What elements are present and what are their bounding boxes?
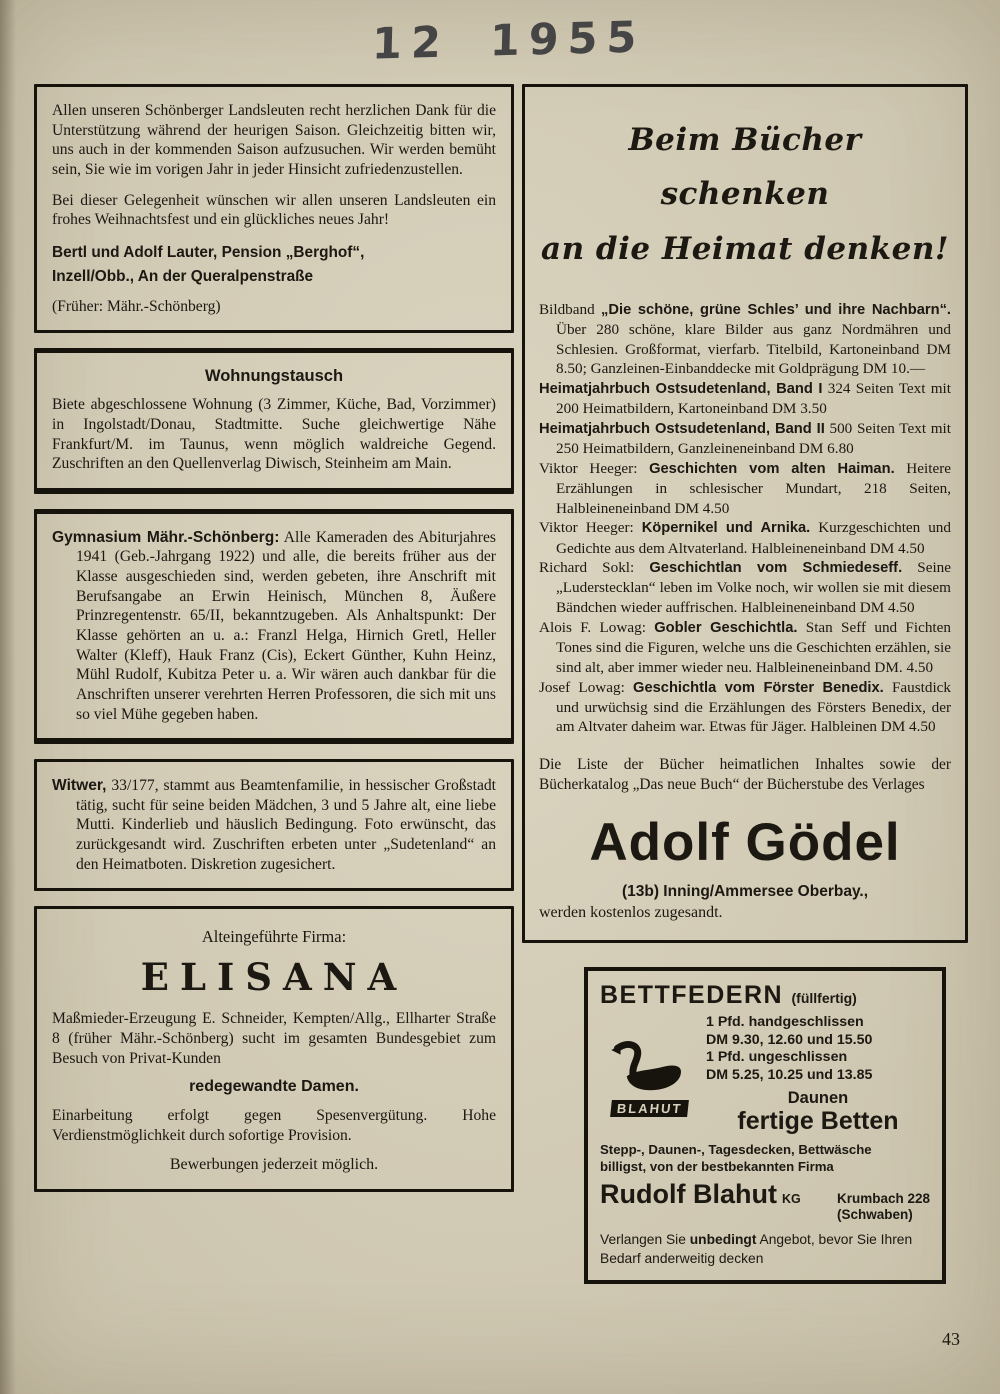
book-title: Heimatjahrbuch Ostsudetenland, Band I [539,381,823,398]
ad-buecher-goedel [522,84,968,943]
book-description: Über 280 schöne, klare Bilder aus ganz Nordmähren und Schlesien. Großformat, vierfarb. Titelbild, Kartoneinband DM 8.50; Ganzleinen-Einbanddecke mit Goldprägung DM 10.— [556,320,951,378]
witwer-text: 33/177, stammt aus Beamtenfamilie, in hessischer Großstadt tätig, sucht für seine beiden Mädchen, 3 und 5 Jahre alt, eine liebe Mutti. Kinderlieb und häuslich Bedingung. Foto erwünscht, das zurückgesandt wird. Zuschriften erbeten unter „Sudetenland“ an den Heimatboten. Diskretion zugesichert. [76,777,496,873]
wohnungstausch-body: Biete abgeschlossene Wohnung (3 Zimmer, Küche, Bad, Vorzimmer) in Ingolstadt/Donau, Stadtmitte. Suche gleichwertige Nähe Frankfurt/M. im Taunus, wenn möglich waldreiche Gegend. Zuschriften an den Quellenverlag Diwisch, Steinheim am Main. [52,396,496,473]
blahut-logo [600,1014,700,1134]
book-description: Faustdick und urwüchsig sind die Erzählungen des Försters Benedix, der am Altvater daheim war. Etwas für Jäger. Halbleinen DM 4.50 [556,678,952,736]
blahut-logo-label: BLAHUT [610,1100,689,1117]
price-line: DM 5.25, 10.25 und 13.85 [706,1067,873,1084]
elisana-body: Maßmieder-Erzeugung E. Schneider, Kempten/Allg., Ellharter Straße 8 (früher Mähr.-Schönberg) sucht im gesamten Bundesgebiet zum Besuch von Privat-Kunden [52,1010,496,1067]
wohnungstausch-title: Wohnungstausch [204,367,344,386]
book-title: Köpernikel und Arnika. [641,520,811,537]
date-stamp: 12 1955 [371,12,647,70]
book-title: „Die schöne, grüne Schles’ und ihre Nachbarn“. [601,301,951,318]
book-description: Heitere Erzählungen in schlesischer Mundart, 218 Seiten, Halbleineneinband DM 4.50 [556,459,951,517]
daunen-label: Daunen [787,1088,849,1107]
book-author: Bildband [539,300,602,318]
publisher-name: Adolf Gödel [589,812,901,872]
book-description: 324 Seiten Text mit 200 Heimatbildern, Kartoneinband DM 3.50 [556,380,951,418]
price-line: DM 9.30, 12.60 und 15.50 [706,1031,873,1048]
publisher-note: werden kostenlos zugesandt. [539,903,723,921]
assortment-line1: Stepp-, Daunen-, Tagesdecken, Bettwäsche [600,1142,872,1158]
pension-greeting-paragraph: Bei dieser Gelegenheit wünschen wir allen unseren Landsleuten ein frohes Weihnachtsfest und ein glückliches neues Jahr! [52,191,496,229]
elisana-footer: Bewerbungen jederzeit möglich. [169,1155,379,1173]
assortment-text [600,1141,930,1175]
elisana-highlight: redegewandte Damen. [189,1078,359,1096]
pension-signature-line2: Inzell/Obb., An der Queralpenstraße [52,267,314,285]
gymnasium-text: Alle Kameraden des Abiturjahres 1941 (Geb.-Jahrgang 1922) und alle, die bereits früher aus der Klasse ausgeschieden sind, werden gebeten, ihre Anschrift mit Berufsangabe an Erwin Heinisch, München 8, Äußere Prinzregentenstr. 65/II, bekanntzugeben. Als Anhaltspunkt: Der Klasse gehörten an u. a.: Franzl Helga, Hirnich Gretl, Heller Walter (Kleff), Hauk Franz (Cis), Eckert Günther, Kuhn Heinz, Mühl Rudolf, Kubitza Peter u. a. Wir wären auch dankbar für die Anschriften unserer verehrten Herren Professoren, die sich mit uns so viel Mühe gegeben haben. [76,528,496,723]
book-title: Gobler Geschichtla. [654,619,798,636]
book-title: Geschichten vom alten Haiman. [649,460,895,477]
ad-elisana [34,906,514,1191]
book-title: Heimatjahrbuch Ostsudetenland, Band II [539,420,825,437]
book-entry [539,558,951,618]
blahut-location [837,1191,930,1222]
bettfedern-prices [706,1014,930,1134]
book-author: Richard Sokl: [539,559,650,577]
blahut-location-line1: Krumbach 228 [836,1191,930,1207]
bettfedern-title-row [600,981,930,1010]
bettfedern-title-suffix: (füllfertig) [791,989,857,1006]
book-entry [539,518,951,558]
note-post: Angebot, bevor Sie Ihren Bedarf anderweitig decken [600,1232,913,1266]
publisher-address: (13b) Inning/Ammersee Oberbay., [621,882,869,900]
blahut-location-line2: (Schwaben) [836,1206,913,1222]
price-line: 1 Pfd. handgeschlissen [706,1013,864,1030]
pension-former-location: (Früher: Mähr.-Schönberg) [52,297,221,315]
ad-wohnungstausch [34,348,514,494]
book-description: Kurzgeschichten und Gedichte aus dem Altvaterland. Halbleineneinband DM 4.50 [556,519,951,557]
bettfedern-middle-row [600,1014,930,1134]
book-entry [539,300,951,379]
book-entry [539,419,951,459]
right-column [522,84,968,1284]
books-headline-line2: an die Heimat denken! [541,230,949,267]
elisana-brand: ELISANA [140,955,408,1000]
books-headline-line1: Beim Bücher schenken [628,122,862,213]
book-entry [539,459,951,519]
pension-signature-line1: Bertl und Adolf Lauter, Pension „Berghof“, [52,243,365,261]
gymnasium-body [52,528,496,724]
gymnasium-lead: Gymnasium Mähr.-Schönberg: [52,528,280,546]
elisana-intro: Alteingeführte Firma: [201,927,347,947]
bettfedern-note [600,1231,930,1267]
fertige-betten-label: fertige Betten [737,1106,899,1135]
books-headline [539,113,951,276]
book-entry [539,379,951,419]
pension-signature [52,241,496,289]
pension-thanks-paragraph: Allen unseren Schönberger Landsleuten recht herzlichen Dank für die Unterstützung während der heurigen Saison. Gleichzeitig bitten wir, uns auch in der kommenden Saison aufzusuchen. Wir werden bemüht sein, Sie wie im vorigen Jahr in jeder Hinsicht zufriedenzustellen. [52,102,496,178]
page-number: 43 [942,1329,960,1349]
book-entry [539,618,951,678]
book-title: Geschichtlan vom Schmiedeseff. [649,560,903,577]
blahut-brand: Rudolf Blahut [600,1179,777,1210]
blahut-kg-suffix: KG [781,1192,801,1207]
book-title: Geschichtla vom Förster Benedix. [633,679,884,696]
witwer-body [52,776,496,874]
book-author: Viktor Heeger: [539,459,650,477]
book-description: Stan Seff und Fichten Tones sind die Figuren, welche uns die Geschichten erzählen, sie sind alt, aber immer wieder neu. Halbleineneinband DM. 4.50 [556,618,951,676]
ad-gymnasium [34,509,514,744]
left-column [34,84,514,1207]
book-description: 500 Seiten Text mit 250 Heimatbildern, Ganzleineneinband DM 6.80 [556,419,951,458]
blahut-brand-row [600,1179,930,1222]
ad-pension-berghof [34,84,514,333]
swan-icon [607,1036,693,1098]
book-author: Alois F. Lowag: [539,618,655,636]
book-description: Seine „Luderstecklan“ leben im Volke noch, wir wollen sie mit diesem Bändchen wieder auffrischen. Halbleineneinband DM 4.50 [556,559,951,617]
note-pre: Verlangen Sie [600,1232,690,1248]
note-bold: unbedingt [689,1232,757,1248]
book-entry [539,678,951,738]
price-line: 1 Pfd. ungeschlissen [706,1049,848,1066]
elisana-body2: Einarbeitung erfolgt gegen Spesenvergütung. Hohe Verdienstmöglichkeit durch sofortige Provision. [52,1107,496,1144]
books-closing: Die Liste der Bücher heimatlichen Inhaltes sowie der Bücherkatalog „Das neue Buch“ der Bücherstube des Verlages [539,756,951,794]
assortment-line2: billigst, von der bestbekannten Firma [600,1159,834,1175]
ad-witwer [34,759,514,891]
book-author: Viktor Heeger: [539,519,642,537]
ad-bettfedern-blahut [584,967,946,1284]
book-author: Josef Lowag: [539,678,634,696]
bettfedern-title: BETTFEDERN [600,980,784,1009]
witwer-lead: Witwer, [52,777,107,795]
